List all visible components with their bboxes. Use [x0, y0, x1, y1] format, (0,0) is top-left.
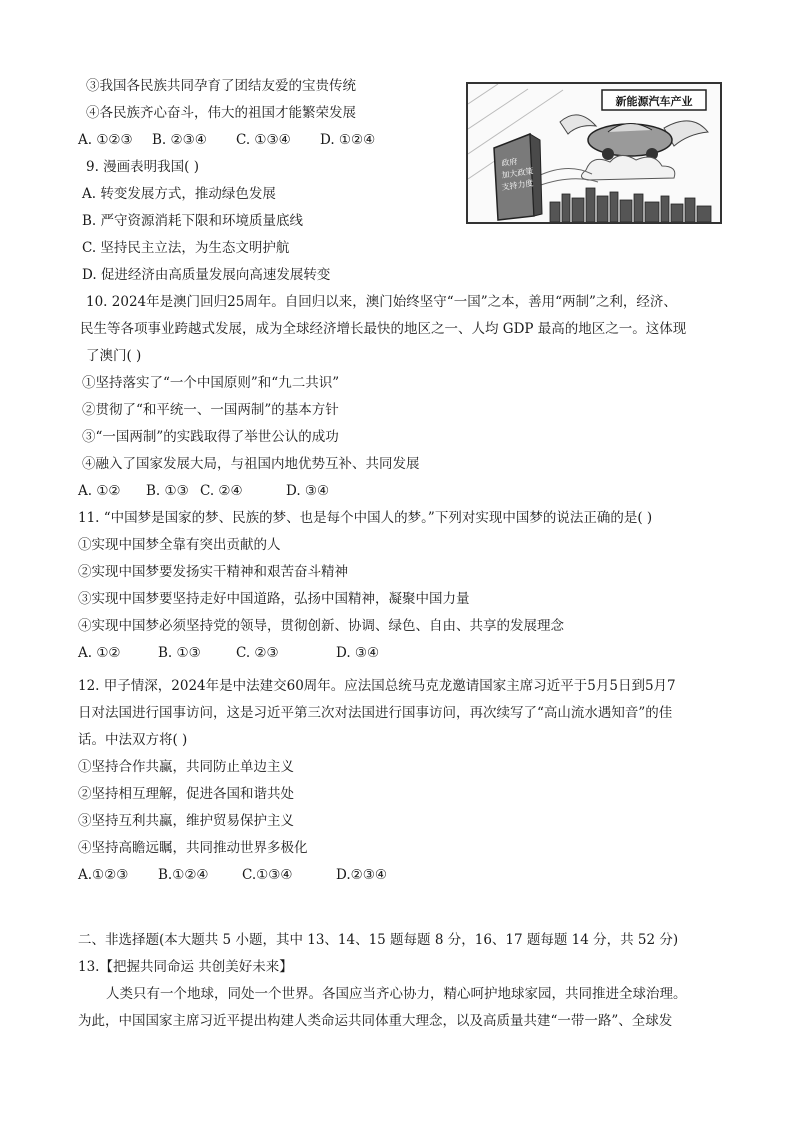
q10-options [78, 482, 329, 500]
q12-option-a[interactable]: A.①②③ [78, 867, 129, 883]
q8-option-b[interactable]: B. ②③④ [152, 132, 207, 148]
q12-option-b[interactable]: B.①②④ [158, 867, 209, 883]
q10-option-d[interactable]: D. ③④ [286, 483, 330, 499]
q10-item-2: ②贯彻了“和平统一、一国两制”的基本方针 [82, 402, 339, 418]
q8-options [78, 131, 375, 149]
q8-item-4: ④各民族齐心奋斗，伟大的祖国才能繁荣发展 [86, 105, 356, 121]
board-line-3: 支持力度 [501, 178, 534, 192]
board-line-2: 加大政策 [501, 166, 534, 180]
city-skyline [550, 188, 711, 222]
q12-item-1: ①坚持合作共赢，共同防止单边主义 [78, 759, 294, 775]
q11-stem: 11. “中国梦是国家的梦、民族的梦、也是每个中国人的梦。”下列对实现中国梦的说法正确的是( ) [78, 510, 653, 526]
sign-text: 新能源汽车产业 [615, 95, 693, 108]
q13-para-line-1: 人类只有一个地球，同处一个世界。各国应当齐心协力，精心呵护地球家园，共同推进全球治理。 [106, 986, 687, 1002]
q12-item-3: ③坚持互利共赢，维护贸易保护主义 [78, 813, 294, 829]
q11-item-3: ③实现中国梦要坚持走好中国道路，弘扬中国精神，凝聚中国力量 [78, 591, 470, 607]
q10-option-a[interactable]: A. ①② [78, 483, 121, 499]
left-wing [560, 115, 596, 134]
q8-option-a[interactable]: A. ①②③ [78, 132, 133, 148]
q12-item-4: ④坚持高瞻远瞩，共同推动世界多极化 [78, 840, 308, 856]
q9-choice-b[interactable]: B. 严守资源消耗下限和环境质量底线 [82, 213, 304, 229]
q12-stem-line-3: 话。中法双方将( ) [78, 732, 188, 748]
q11-option-a[interactable]: A. ①② [78, 645, 121, 661]
q10-item-4: ④融入了国家发展大局，与祖国内地优势互补、共同发展 [82, 456, 420, 472]
q9-stem: 9. 漫画表明我国( ) [86, 159, 199, 175]
q12-options [78, 866, 387, 884]
q11-option-c[interactable]: C. ②③ [236, 645, 279, 661]
q11-option-b[interactable]: B. ①③ [158, 645, 201, 661]
section2-heading: 二、非选择题(本大题共 5 小题，其中 13、14、15 题每题 8 分，16、17 题每题 14 分，共 52 分) [78, 932, 679, 948]
q10-stem-line-2: 民生等各项事业跨越式发展，成为全球经济增长最快的地区之一、人均 GDP 最高的地区之一。这体现 [80, 321, 687, 337]
cloud [581, 155, 674, 180]
q10-stem-line-3: 了澳门( ) [86, 348, 142, 364]
q8-item-3: ③我国各民族共同孕育了团结友爱的宝贵传统 [86, 78, 356, 94]
q8-option-c[interactable]: C. ①③④ [236, 132, 291, 148]
q9-cartoon-image [466, 82, 722, 224]
q13-para-line-2: 为此，中国国家主席习近平提出构建人类命运共同体重大理念，以及高质量共建“一带一路”、全球发 [78, 1013, 673, 1029]
q11-item-2: ②实现中国梦要发扬实干精神和艰苦奋斗精神 [78, 564, 348, 580]
q8-option-d[interactable]: D. ①②④ [320, 132, 376, 148]
q10-option-b[interactable]: B. ①③ [146, 483, 189, 499]
board-line-1: 政府 [501, 156, 519, 168]
cartoon-drawing [468, 84, 720, 222]
q12-stem-line-2: 日对法国进行国事访问，这是习近平第三次对法国进行国事访问，再次续写了“高山流水遇知音”的佳 [78, 705, 673, 721]
q12-stem-line-1: 12. 甲子情深，2024年是中法建交60周年。应法国总统马克龙邀请国家主席习近平于5月5日到5月7 [78, 678, 676, 694]
q12-item-2: ②坚持相互理解，促进各国和谐共处 [78, 786, 294, 802]
q12-option-c[interactable]: C.①③④ [242, 867, 293, 883]
q10-item-1: ①坚持落实了“一个中国原则”和“九二共识” [82, 375, 340, 391]
q11-item-4: ④实现中国梦必须坚持党的领导，贯彻创新、协调、绿色、自由、共享的发展理念 [78, 618, 564, 634]
q11-options [78, 644, 379, 662]
q12-option-d[interactable]: D.②③④ [336, 867, 387, 883]
q11-option-d[interactable]: D. ③④ [336, 645, 380, 661]
q10-option-c[interactable]: C. ②④ [200, 483, 243, 499]
q10-stem-line-1: 10. 2024年是澳门回归25周年。自回归以来，澳门始终坚守“一国”之本，善用“两制”之利，经济、 [86, 294, 677, 310]
q13-title: 13.【把握共同命运 共创美好未来】 [78, 959, 293, 975]
q9-choice-d[interactable]: D. 促进经济由高质量发展向高速发展转变 [82, 267, 331, 283]
q11-item-1: ①实现中国梦全靠有突出贡献的人 [78, 537, 281, 553]
q9-choice-a[interactable]: A. 转变发展方式，推动绿色发展 [82, 186, 276, 202]
q9-choice-c[interactable]: C. 坚持民主立法，为生态文明护航 [82, 240, 290, 256]
car-wheel-front [602, 148, 614, 160]
q10-item-3: ③“一国两制”的实践取得了举世公认的成功 [82, 429, 339, 445]
